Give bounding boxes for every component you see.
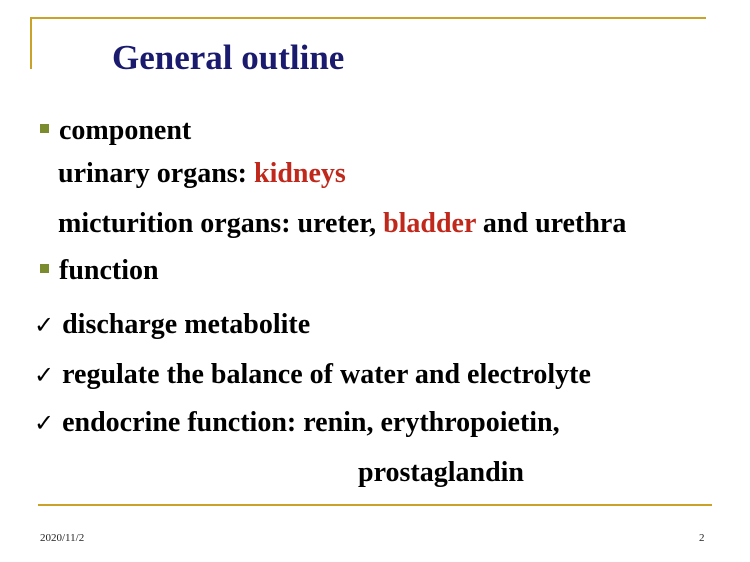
checkmark-icon: ✓ xyxy=(34,361,55,389)
urinary-organs-label: urinary organs: xyxy=(58,158,254,189)
square-bullet-icon xyxy=(40,124,49,133)
function-item xyxy=(34,308,310,342)
kidneys-highlight: kidneys xyxy=(254,158,346,189)
square-bullet-icon xyxy=(40,264,49,273)
urinary-organs-line xyxy=(58,157,346,191)
left-rule xyxy=(30,17,32,69)
bladder-highlight: bladder xyxy=(383,208,476,239)
function-item xyxy=(34,358,591,392)
function-item-text: endocrine function: renin, erythropoietin, xyxy=(62,407,560,438)
checkmark-icon: ✓ xyxy=(34,311,55,339)
micturition-organs-line xyxy=(58,207,626,241)
component-heading: component xyxy=(59,115,192,146)
checkmark-icon: ✓ xyxy=(34,409,55,437)
urethra-text: and urethra xyxy=(475,208,627,239)
function-item-text: regulate the balance of water and electrolyte xyxy=(62,359,591,390)
footer-date: 2020/11/2 xyxy=(40,532,85,544)
footer-page-number: 2 xyxy=(699,532,705,544)
component-heading-row xyxy=(40,114,191,148)
bottom-rule xyxy=(38,504,712,506)
slide-title: General outline xyxy=(112,38,345,77)
function-item-text: discharge metabolite xyxy=(62,309,311,340)
function-item-continuation: prostaglandin xyxy=(358,457,524,488)
function-item xyxy=(34,406,560,440)
function-heading-row xyxy=(40,254,159,288)
function-heading: function xyxy=(59,255,159,286)
micturition-organs-label: micturition organs: ureter, xyxy=(58,208,384,239)
top-rule xyxy=(30,17,706,19)
